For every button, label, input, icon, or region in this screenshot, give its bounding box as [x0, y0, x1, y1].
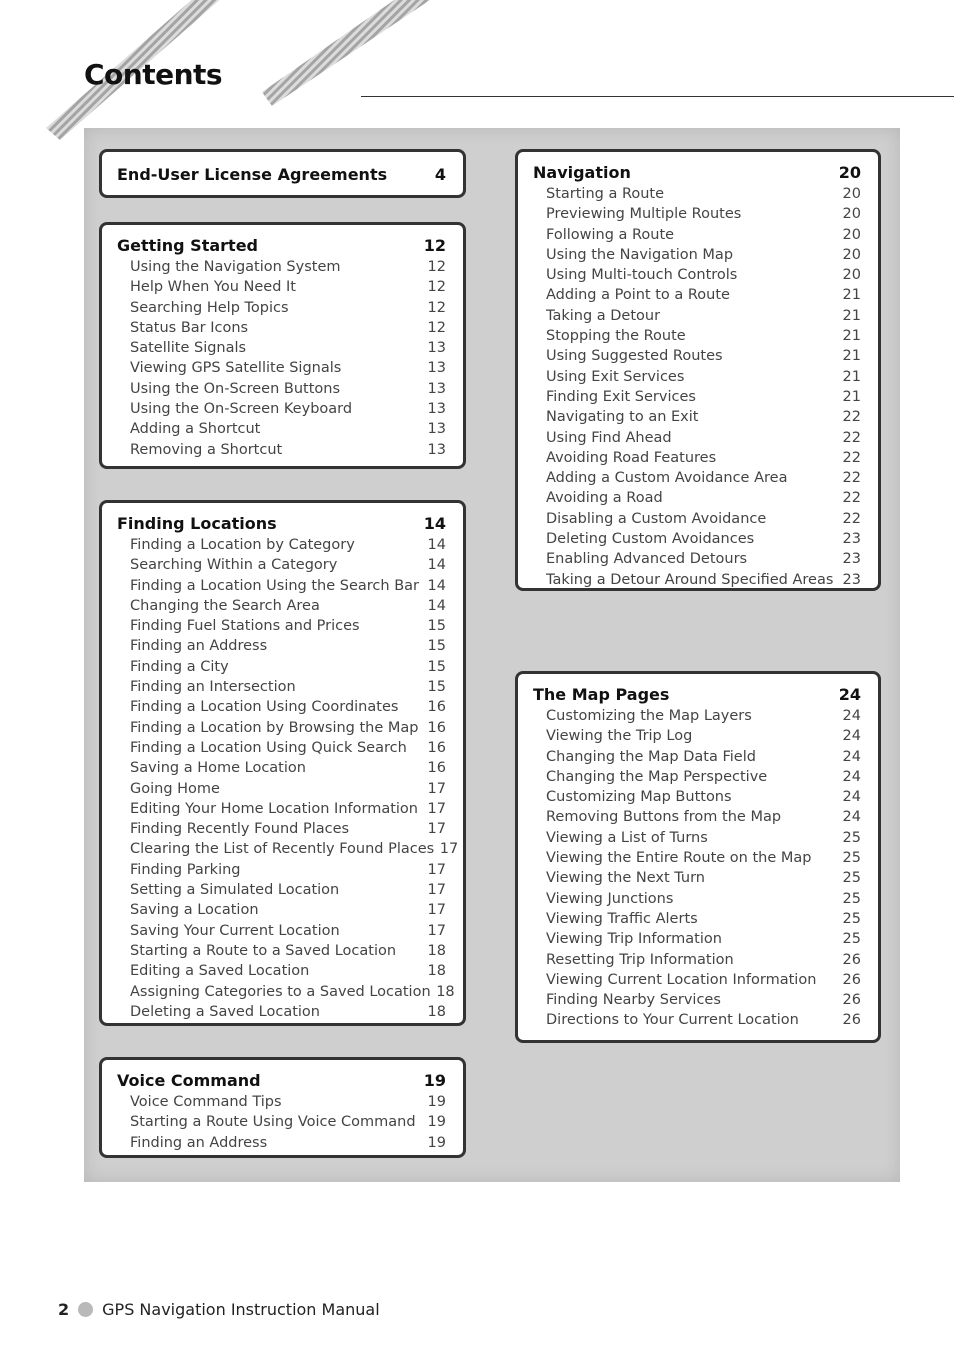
toc-entry[interactable]: [533, 448, 861, 468]
toc-entry[interactable]: [117, 257, 446, 277]
toc-entry[interactable]: [117, 982, 455, 1002]
toc-entry[interactable]: [533, 848, 861, 868]
toc-entry-label: Disabling a Custom Avoidance: [546, 510, 767, 527]
toc-entry-page: 15: [427, 658, 446, 675]
toc-entry-label: Taking a Detour Around Specified Areas: [546, 571, 834, 588]
toc-entry[interactable]: [117, 697, 446, 717]
section-page: 24: [838, 685, 861, 704]
toc-entry-page: 17: [427, 902, 446, 919]
toc-entry[interactable]: [533, 970, 861, 990]
toc-entry-page: 17: [427, 821, 446, 838]
toc-entry-label: Finding Nearby Services: [546, 992, 721, 1009]
footer-page-number: 2: [58, 1300, 70, 1319]
toc-entry-label: Using the Navigation System: [130, 259, 341, 275]
toc-entry-label: Stopping the Route: [546, 328, 686, 345]
section-heading[interactable]: [117, 164, 446, 186]
toc-entry[interactable]: [533, 204, 861, 224]
toc-list: [533, 706, 861, 1031]
toc-entry[interactable]: [117, 738, 446, 758]
toc-entry-page: 22: [842, 470, 861, 487]
toc-entry[interactable]: [533, 265, 861, 285]
toc-entry-label: Using the Navigation Map: [546, 246, 734, 263]
toc-entry[interactable]: [533, 346, 861, 366]
toc-entry-label: Previewing Multiple Routes: [546, 206, 742, 223]
toc-entry[interactable]: [533, 990, 861, 1010]
toc-entry-label: Going Home: [130, 780, 220, 797]
toc-entry-label: Taking a Detour: [546, 307, 661, 324]
toc-entry-page: 18: [427, 942, 446, 959]
toc-entry-page: 20: [842, 267, 861, 284]
toc-entry[interactable]: [533, 828, 861, 848]
toc-entry[interactable]: [117, 839, 459, 859]
toc-entry-label: Enabling Advanced Detours: [546, 551, 748, 568]
toc-entry[interactable]: [533, 570, 861, 590]
toc-entry-label: Finding an Address: [130, 638, 268, 655]
toc-entry-page: 17: [439, 841, 459, 858]
toc-entry[interactable]: [533, 1010, 861, 1030]
toc-entry-page: 14: [427, 537, 446, 553]
section-box-map-pages: [515, 671, 881, 1043]
toc-entry-page: 26: [842, 992, 861, 1009]
section-title: Voice Command: [117, 1071, 261, 1090]
toc-list: [117, 1092, 446, 1153]
toc-entry-page: 16: [427, 739, 446, 756]
toc-entry[interactable]: [533, 889, 861, 909]
toc-entry-label: Editing Your Home Location Information: [130, 800, 418, 817]
toc-entry[interactable]: [533, 367, 861, 387]
toc-entry[interactable]: [117, 799, 446, 819]
toc-entry[interactable]: [117, 399, 446, 419]
toc-entry[interactable]: [533, 407, 861, 427]
toc-entry-page: 20: [842, 186, 861, 202]
toc-entry-page: 24: [842, 789, 861, 806]
toc-entry[interactable]: [117, 318, 446, 338]
toc-entry-label: Viewing Current Location Information: [546, 971, 817, 988]
toc-entry[interactable]: [533, 787, 861, 807]
toc-entry[interactable]: [117, 1112, 446, 1132]
toc-entry-label: Using Suggested Routes: [546, 348, 723, 365]
toc-entry-label: Viewing the Next Turn: [546, 870, 705, 887]
toc-entry[interactable]: [117, 941, 446, 961]
toc-entry[interactable]: [117, 860, 446, 880]
toc-entry[interactable]: [533, 747, 861, 767]
toc-entry-page: 19: [427, 1114, 446, 1131]
toc-entry-label: Finding a Location Using Coordinates: [130, 699, 399, 716]
section-page: 4: [434, 165, 446, 184]
toc-entry-page: 15: [427, 618, 446, 635]
toc-list: [117, 535, 459, 1022]
toc-entry-label: Finding a City: [130, 658, 229, 675]
toc-entry[interactable]: [533, 488, 861, 508]
section-heading[interactable]: [117, 235, 446, 257]
toc-entry[interactable]: [117, 596, 446, 616]
toc-entry[interactable]: [117, 677, 446, 697]
toc-list: [117, 257, 446, 460]
toc-entry-label: Finding a Location Using the Search Bar: [130, 577, 419, 594]
toc-entry-label: Setting a Simulated Location: [130, 882, 340, 899]
toc-entry[interactable]: [117, 358, 446, 378]
toc-entry-label: Saving a Location: [130, 902, 259, 919]
toc-entry-label: Removing Buttons from the Map: [546, 809, 782, 826]
toc-entry-label: Viewing the Trip Log: [546, 728, 693, 745]
toc-entry[interactable]: [533, 326, 861, 346]
toc-entry-label: Starting a Route: [546, 186, 665, 202]
toc-entry-page: 16: [427, 760, 446, 777]
toc-entry[interactable]: [117, 961, 446, 981]
toc-entry[interactable]: [533, 509, 861, 529]
section-page: 12: [423, 236, 446, 255]
toc-entry[interactable]: [117, 298, 446, 318]
toc-entry-page: 14: [427, 557, 446, 574]
toc-entry[interactable]: [117, 1133, 446, 1153]
toc-entry[interactable]: [117, 338, 446, 358]
toc-entry-label: Viewing the Entire Route on the Map: [546, 850, 812, 867]
toc-entry-page: 20: [842, 246, 861, 263]
toc-entry-label: Satellite Signals: [130, 340, 247, 357]
toc-entry-page: 20: [842, 226, 861, 243]
toc-entry-label: Adding a Shortcut: [130, 421, 261, 438]
toc-entry-page: 23: [842, 531, 861, 548]
toc-entry-page: 13: [427, 401, 446, 418]
toc-entry-page: 12: [427, 279, 446, 296]
toc-entry-label: Using the On-Screen Buttons: [130, 380, 341, 397]
toc-entry[interactable]: [533, 428, 861, 448]
section-title: End-User License Agreements: [117, 165, 388, 184]
toc-entry-page: 23: [842, 571, 861, 588]
section-page: 19: [423, 1071, 446, 1090]
toc-entry-page: 24: [842, 708, 861, 724]
toc-entry-label: Searching Within a Category: [130, 557, 338, 574]
toc-entry-label: Navigating to an Exit: [546, 409, 699, 426]
toc-entry-page: 14: [427, 577, 446, 594]
toc-entry-page: 22: [842, 409, 861, 426]
section-box-getting-started: [99, 222, 466, 469]
section-box-license: [99, 149, 466, 198]
bullet-icon: [78, 1302, 93, 1317]
toc-entry[interactable]: [117, 819, 446, 839]
toc-entry[interactable]: [533, 909, 861, 929]
toc-entry-page: 22: [842, 490, 861, 507]
toc-entry-page: 17: [427, 780, 446, 797]
toc-entry[interactable]: [533, 549, 861, 569]
toc-entry-label: Directions to Your Current Location: [546, 1012, 799, 1029]
toc-entry-label: Help When You Need It: [130, 279, 296, 296]
toc-entry[interactable]: [117, 616, 446, 636]
toc-entry-label: Starting a Route Using Voice Command: [130, 1114, 416, 1131]
toc-entry-page: 17: [427, 861, 446, 878]
toc-entry-label: Avoiding a Road: [546, 490, 663, 507]
section-heading[interactable]: [117, 513, 446, 535]
toc-entry-label: Customizing Map Buttons: [546, 789, 732, 806]
section-title: Finding Locations: [117, 514, 277, 533]
toc-entry-label: Viewing Traffic Alerts: [546, 910, 698, 927]
toc-entry-page: 12: [427, 319, 446, 336]
toc-entry[interactable]: [117, 636, 446, 656]
toc-entry-page: 25: [842, 931, 861, 948]
toc-entry[interactable]: [533, 245, 861, 265]
toc-entry-label: Finding Parking: [130, 861, 241, 878]
toc-entry[interactable]: [117, 921, 446, 941]
toc-list: [533, 184, 861, 590]
toc-entry-label: Adding a Custom Avoidance Area: [546, 470, 788, 487]
toc-entry-page: 12: [427, 259, 446, 275]
toc-entry-page: 24: [842, 748, 861, 765]
toc-entry-label: Clearing the List of Recently Found Places: [130, 841, 435, 858]
toc-entry-label: Finding a Location by Category: [130, 537, 355, 553]
section-title: Getting Started: [117, 236, 258, 255]
toc-entry[interactable]: [117, 277, 446, 297]
toc-entry[interactable]: [533, 950, 861, 970]
toc-entry-page: 18: [427, 963, 446, 980]
toc-entry-label: Viewing Junctions: [546, 890, 674, 907]
section-page: 14: [423, 514, 446, 533]
toc-entry-page: 21: [842, 348, 861, 365]
toc-entry-page: 22: [842, 449, 861, 466]
toc-entry-label: Finding Recently Found Places: [130, 821, 350, 838]
toc-entry-label: Avoiding Road Features: [546, 449, 717, 466]
section-heading[interactable]: [117, 1070, 446, 1092]
toc-entry-page: 22: [842, 510, 861, 527]
toc-entry-page: 21: [842, 388, 861, 405]
toc-entry-page: 25: [842, 829, 861, 846]
toc-entry[interactable]: [117, 657, 446, 677]
toc-entry-page: 20: [842, 206, 861, 223]
toc-entry-page: 21: [842, 307, 861, 324]
toc-entry[interactable]: [117, 535, 446, 555]
toc-entry[interactable]: [533, 807, 861, 827]
toc-entry[interactable]: [117, 379, 446, 399]
toc-entry-page: 13: [427, 360, 446, 377]
toc-entry-label: Adding a Point to a Route: [546, 287, 730, 304]
toc-entry-page: 16: [427, 699, 446, 716]
toc-entry-label: Saving Your Current Location: [130, 922, 340, 939]
toc-entry-label: Changing the Map Perspective: [546, 768, 768, 785]
toc-entry-page: 21: [842, 328, 861, 345]
toc-entry[interactable]: [533, 706, 861, 726]
toc-entry-page: 23: [842, 551, 861, 568]
toc-entry-page: 26: [842, 1012, 861, 1029]
toc-entry[interactable]: [533, 767, 861, 787]
toc-entry-page: 16: [427, 719, 446, 736]
toc-entry[interactable]: [117, 880, 446, 900]
toc-entry-label: Finding Fuel Stations and Prices: [130, 618, 360, 635]
toc-entry-label: Viewing Trip Information: [546, 931, 722, 948]
toc-entry[interactable]: [117, 555, 446, 575]
toc-entry-label: Starting a Route to a Saved Location: [130, 942, 397, 959]
section-page: 20: [838, 163, 861, 182]
toc-entry[interactable]: [533, 387, 861, 407]
toc-entry-label: Changing the Map Data Field: [546, 748, 756, 765]
toc-entry-label: Finding an Address: [130, 1134, 268, 1151]
toc-entry-label: Following a Route: [546, 226, 675, 243]
toc-entry-page: 18: [427, 1003, 446, 1020]
toc-entry-label: Finding a Location by Browsing the Map: [130, 719, 419, 736]
toc-entry-page: 13: [427, 380, 446, 397]
footer-manual-title: GPS Navigation Instruction Manual: [102, 1300, 380, 1319]
section-heading[interactable]: [533, 162, 861, 184]
toc-entry-page: 13: [427, 340, 446, 357]
toc-entry-label: Finding Exit Services: [546, 388, 696, 405]
toc-entry-page: 15: [427, 679, 446, 696]
toc-entry-page: 17: [427, 800, 446, 817]
toc-entry-label: Assigning Categories to a Saved Location: [130, 983, 431, 1000]
toc-entry-page: 25: [842, 850, 861, 867]
toc-entry-label: Editing a Saved Location: [130, 963, 310, 980]
toc-entry[interactable]: [533, 285, 861, 305]
toc-entry[interactable]: [533, 306, 861, 326]
toc-entry[interactable]: [533, 184, 861, 204]
toc-entry-label: Viewing a List of Turns: [546, 829, 708, 846]
toc-entry-label: Voice Command Tips: [130, 1094, 282, 1110]
toc-entry-page: 19: [427, 1134, 446, 1151]
toc-entry-page: 18: [436, 983, 455, 1000]
toc-entry-page: 24: [842, 768, 861, 785]
toc-entry[interactable]: [117, 900, 446, 920]
toc-entry-page: 13: [427, 421, 446, 438]
toc-entry-label: Customizing the Map Layers: [546, 708, 752, 724]
toc-entry-label: Using Exit Services: [546, 368, 685, 385]
toc-entry-label: Changing the Search Area: [130, 597, 320, 614]
toc-entry-label: Status Bar Icons: [130, 319, 249, 336]
toc-entry-page: 25: [842, 870, 861, 887]
toc-entry-label: Searching Help Topics: [130, 299, 289, 316]
toc-entry-page: 13: [427, 441, 446, 458]
toc-entry-page: 17: [427, 882, 446, 899]
toc-entry[interactable]: [533, 929, 861, 949]
toc-entry[interactable]: [117, 419, 446, 439]
toc-entry-label: Deleting a Saved Location: [130, 1003, 320, 1020]
toc-entry-page: 25: [842, 910, 861, 927]
toc-entry[interactable]: [117, 440, 446, 460]
toc-entry-label: Finding a Location Using Quick Search: [130, 739, 407, 756]
toc-entry-label: Removing a Shortcut: [130, 441, 283, 458]
toc-entry-page: 19: [427, 1094, 446, 1110]
toc-entry-label: Using Find Ahead: [546, 429, 672, 446]
toc-entry-page: 17: [427, 922, 446, 939]
toc-entry[interactable]: [117, 1092, 446, 1112]
page-footer: [58, 1300, 380, 1319]
toc-entry-page: 14: [427, 597, 446, 614]
toc-entry[interactable]: [117, 576, 446, 596]
title-rule: [361, 96, 954, 97]
toc-entry-label: Deleting Custom Avoidances: [546, 531, 755, 548]
toc-entry-page: 21: [842, 368, 861, 385]
toc-entry-page: 26: [842, 971, 861, 988]
toc-entry-page: 25: [842, 890, 861, 907]
toc-entry-page: 12: [427, 299, 446, 316]
toc-entry-page: 24: [842, 809, 861, 826]
section-box-finding-locations: [99, 500, 466, 1026]
toc-entry[interactable]: [533, 868, 861, 888]
section-heading[interactable]: [533, 684, 861, 706]
toc-entry[interactable]: [117, 718, 446, 738]
toc-entry-page: 26: [842, 951, 861, 968]
section-box-navigation: [515, 149, 881, 591]
section-box-voice-command: [99, 1057, 466, 1158]
toc-entry[interactable]: [533, 726, 861, 746]
toc-entry-page: 15: [427, 638, 446, 655]
toc-entry[interactable]: [533, 225, 861, 245]
toc-entry-label: Saving a Home Location: [130, 760, 306, 777]
toc-entry-label: Finding an Intersection: [130, 679, 296, 696]
toc-entry[interactable]: [117, 779, 446, 799]
toc-entry-label: Using Multi-touch Controls: [546, 267, 738, 284]
toc-entry[interactable]: [533, 468, 861, 488]
toc-entry[interactable]: [117, 1002, 446, 1022]
toc-entry-page: 21: [842, 287, 861, 304]
toc-entry-label: Using the On-Screen Keyboard: [130, 401, 353, 418]
toc-entry[interactable]: [117, 758, 446, 778]
page-title: Contents: [84, 58, 223, 91]
toc-entry-page: 22: [842, 429, 861, 446]
section-title: Navigation: [533, 163, 631, 182]
toc-entry[interactable]: [533, 529, 861, 549]
toc-entry-label: Resetting Trip Information: [546, 951, 734, 968]
toc-entry-label: Viewing GPS Satellite Signals: [130, 360, 342, 377]
toc-entry-page: 24: [842, 728, 861, 745]
section-title: The Map Pages: [533, 685, 670, 704]
